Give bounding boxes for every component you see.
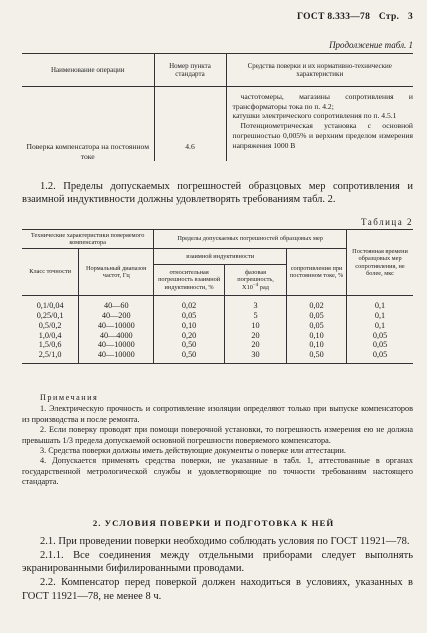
t2-cell-tc: 0,05 <box>347 340 413 350</box>
t1-means <box>226 87 413 162</box>
t2-cell-class: 1,5/0,6 <box>38 340 62 350</box>
t2-head-const-time: Постоянная времени образцовых мер сопротивления, не более, мкс <box>347 230 413 296</box>
t2-head-freq: Нормальный диапазон частот, Гц <box>79 249 154 296</box>
t2-cell-res: 0,10 <box>287 340 347 350</box>
t2-head-mutual: взаимной индуктивности <box>154 249 287 265</box>
table-row <box>22 87 413 162</box>
t2-head-limits: Пределы допускаемых погрешностей образцовых мер <box>154 230 347 249</box>
t2-head-class: Класс точности <box>22 249 79 296</box>
page-header <box>291 12 413 22</box>
paragraph: 2.2. Компенсатор перед поверкой должен находиться в условиях, указанных в ГОСТ 11921—78, не менее 8 ч. <box>22 576 413 602</box>
paragraph: 2.1. При проведении поверки необходимо соблюдать условия по ГОСТ 11921—78. <box>40 536 410 547</box>
section-2-title: 2. УСЛОВИЯ ПОВЕРКИ И ПОДГОТОВКА К НЕЙ <box>92 518 335 528</box>
t1-operation: Поверка компенсатора на постоянном токе <box>26 142 149 161</box>
t2-cell-class: 0,5/0,2 <box>38 320 62 330</box>
t2-cell-rel: 0,10 <box>154 321 225 331</box>
t2-cell-rel: 0,05 <box>154 311 225 321</box>
t2-phase-unit-exp: −4 <box>252 283 259 289</box>
table-row <box>22 311 413 321</box>
t2-cell-rel: 0,50 <box>154 340 225 350</box>
section-2-body <box>22 535 413 603</box>
t2-cell-freq: 40—10000 <box>79 350 154 363</box>
t2-cell-freq: 40—200 <box>79 311 154 321</box>
t2-cell-tc: 0,1 <box>347 321 413 331</box>
t2-cell-phase: 20 <box>224 340 286 350</box>
t2-cell-phase: 30 <box>224 350 286 363</box>
t2-cell-phase: 5 <box>224 311 286 321</box>
t1-col-means: Средства поверки и их нормативно-технические характеристики <box>226 54 413 87</box>
t2-cell-class: 1,0/0,4 <box>38 330 62 340</box>
t2-cell-freq: 40—60 <box>79 296 154 311</box>
t2-cell-freq: 40—10000 <box>79 321 154 331</box>
t2-cell-rel: 0,50 <box>154 350 225 363</box>
t1-col-operation: Наименование операции <box>22 54 154 87</box>
t2-cell-tc: 0,05 <box>347 331 413 341</box>
t2-phase-unit-suffix: рад <box>259 284 269 292</box>
t2-cell-res: 0,50 <box>287 350 347 363</box>
t2-cell-res: 0,02 <box>287 296 347 311</box>
t2-cell-phase: 20 <box>224 331 286 341</box>
paragraph-1-2: 1.2. Пределы допускаемых погрешностей образцовых мер сопротивления и взаимной индуктивности должны удовлетворять требованиям табл. 2. <box>22 181 413 206</box>
t2-cell-rel: 0,20 <box>154 331 225 341</box>
t2-cell-tc: 0,1 <box>347 311 413 321</box>
paragraph: 2.1.1. Все соединения между отдельными приборами следует выполнять экранированными бифилированными проводами. <box>22 549 413 575</box>
t2-cell-phase: 3 <box>224 296 286 311</box>
table-row <box>22 321 413 331</box>
page-number: 3 <box>407 12 413 22</box>
t2-phase-unit <box>226 283 285 291</box>
t2-head-phase-error <box>224 265 286 296</box>
table1-continuation-label: Продолжение табл. 1 <box>329 40 413 50</box>
t2-cell-res: 0,05 <box>287 321 347 331</box>
table-row <box>22 350 413 363</box>
t2-phase-label: фазовая погрешность, <box>237 268 274 283</box>
table-row <box>22 296 413 311</box>
note-item: 3. Средства поверки должны иметь действующие документы о поверке или аттестации. <box>40 446 346 456</box>
t2-head-resistance: сопротивления при постоянном токе, % <box>287 249 347 296</box>
standard-number: ГОСТ 8.333—78 <box>297 12 371 22</box>
t2-cell-class: 0,25/0,1 <box>36 310 64 320</box>
t2-cell-res: 0,05 <box>287 311 347 321</box>
t1-means-item: Потенциометрическая установка с основной погрешностью 0,005% и верхним пределом измерения напряжения 1000 В <box>232 121 413 150</box>
t1-col-clause: Номер пункта стандарта <box>154 54 226 87</box>
t1-clause: 4.6 <box>154 87 226 162</box>
t2-cell-class: 2,5/1,0 <box>22 350 79 363</box>
table2-caption: Таблица 2 <box>361 217 413 227</box>
t1-means-item: катушки электрического сопротивления по п. 4.5.1 <box>232 111 397 121</box>
t2-cell-rel: 0,02 <box>154 296 225 311</box>
note-item: 2. Если поверку проводят при помощи поверочной установки, то погрешность измерения ею не должна превышать 1/3 предела допускаемой основной погрешности поверяемого компенсатора. <box>22 425 413 445</box>
table2-notes <box>22 393 413 488</box>
t2-head-rel-error: относительная погрешность взаимной индуктивности, % <box>154 265 225 296</box>
t2-phase-unit-prefix: X10 <box>242 284 253 292</box>
t2-cell-freq: 40—4000 <box>79 331 154 341</box>
t2-cell-res: 0,10 <box>287 331 347 341</box>
t2-cell-tc: 0,05 <box>347 350 413 363</box>
notes-title: Примечания <box>40 393 99 402</box>
table-row <box>22 340 413 350</box>
note-item: 4. Допускается применять средства поверки, не указанные в табл. 1, аттестованные в органах государственной метрологической службы и удовлетворяющие по точности требованиям настоящего стандарта. <box>22 456 413 487</box>
t2-head-comp-char: Технические характеристики поверяемого компенсатора <box>22 230 154 249</box>
t2-cell-class: 0,1/0,04 <box>36 301 64 310</box>
table-row <box>22 331 413 341</box>
table-2 <box>22 229 413 364</box>
page-label: Стр. <box>378 12 400 22</box>
t2-cell-freq: 40—10000 <box>79 340 154 350</box>
table-1-continued <box>22 53 413 161</box>
t1-means-item: частотомеры, магазины сопротивления и трансформаторы тока по п. 4.2; <box>232 92 413 111</box>
t2-cell-phase: 10 <box>224 321 286 331</box>
t2-cell-tc: 0,1 <box>347 296 413 311</box>
note-item: 1. Электрическую прочность и сопротивление изоляции определяют только при выпуске компенсаторов из производства и после ремонта. <box>22 404 413 424</box>
